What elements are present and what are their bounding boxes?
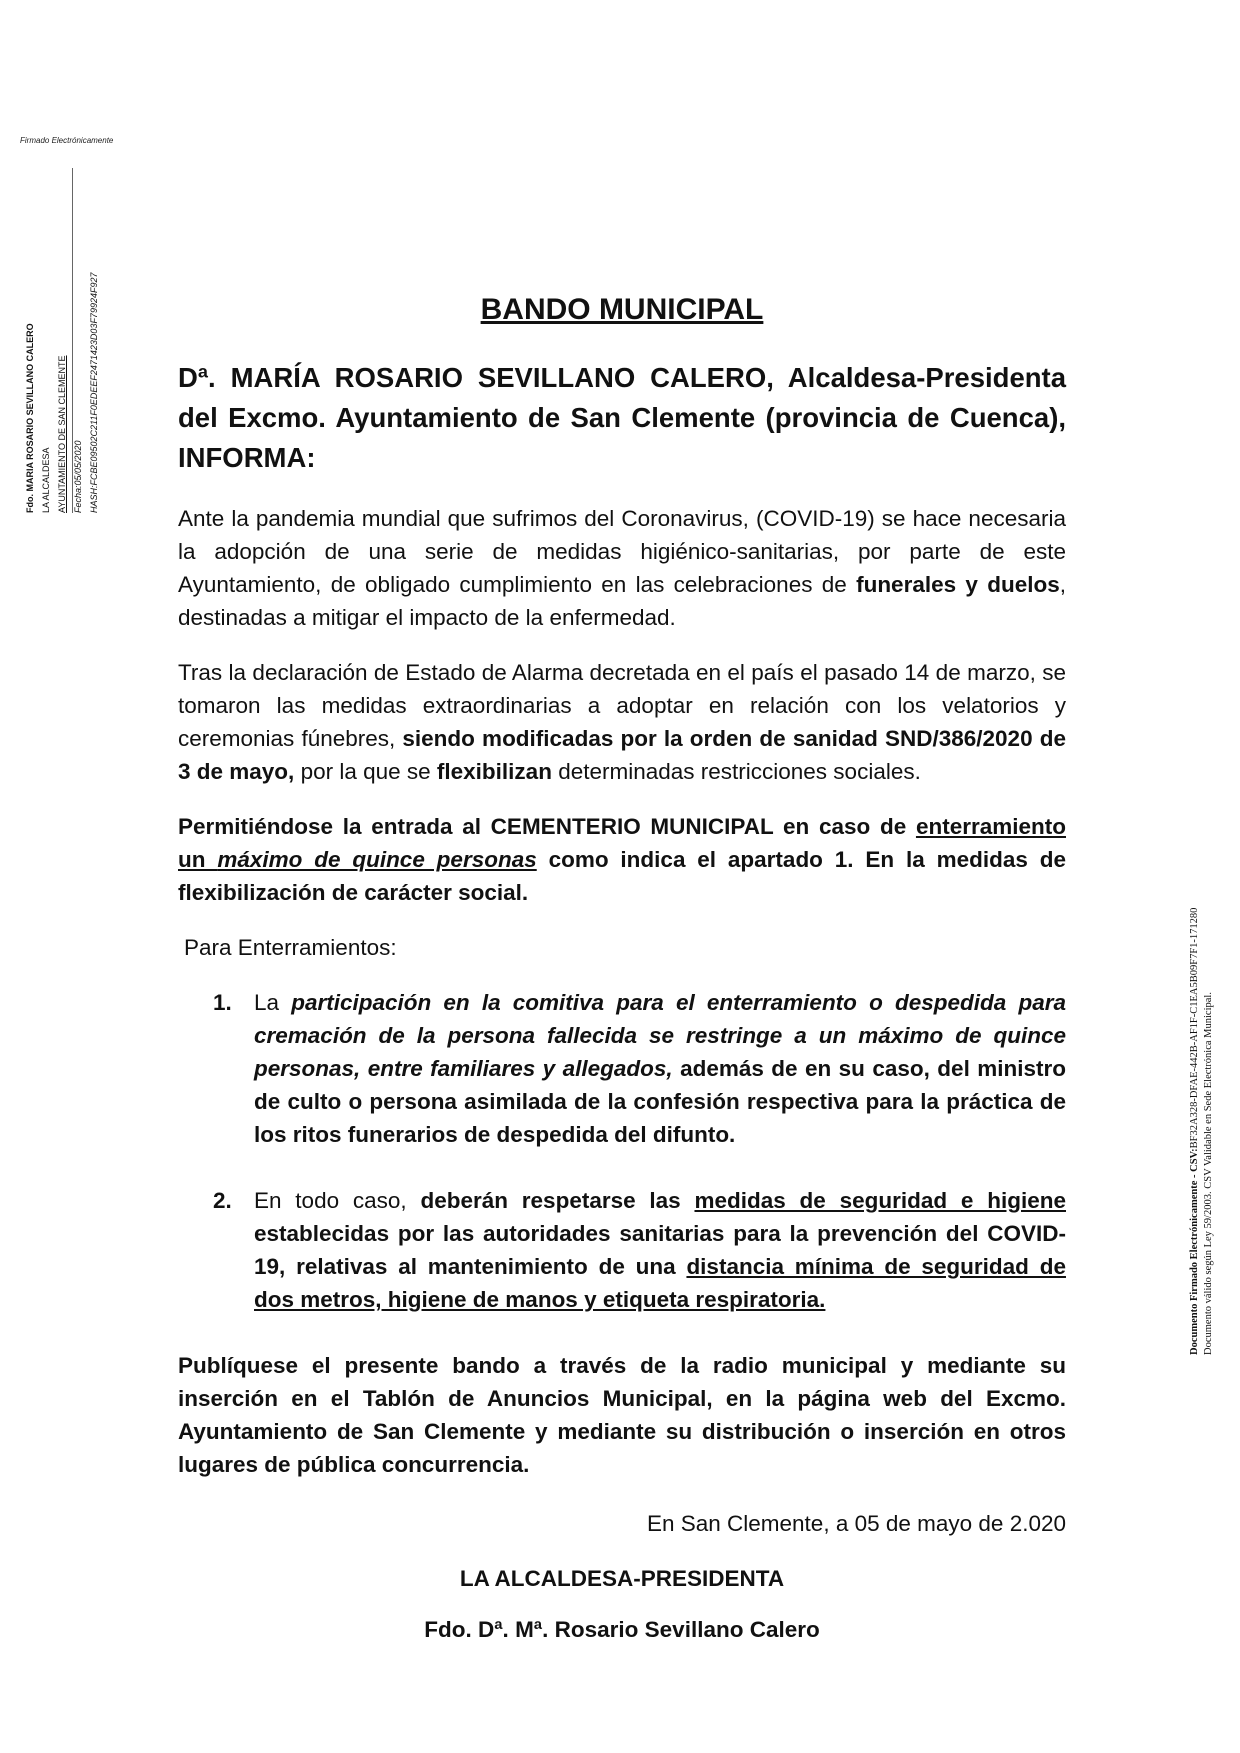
signer-name: Fdo. MARIA ROSARIO SEVILLANO CALERO [25, 323, 35, 513]
text-run: En todo caso, [254, 1188, 421, 1213]
list-item [178, 1184, 1066, 1316]
document-title: BANDO MUNICIPAL [480, 293, 764, 326]
text-run-bold: deberán respetarse las [420, 1188, 695, 1213]
signer-name-line: Fdo. Dª. Mª. Rosario Sevillano Calero [424, 1617, 820, 1642]
intro-paragraph: Dª. MARÍA ROSARIO SEVILLANO CALERO, Alcaldesa-Presidenta del Excmo. Ayuntamiento de San Clemente (provincia de Cuenca), INFORMA: [178, 362, 1066, 473]
text-run-bold: establecidas por las autoridades sanitarias para la prevención del COVID-19, relativas al mantenimiento de una [254, 1221, 1066, 1279]
csv-validity-line: Documento válido según Ley 59/2003. CSV Validable en Sede Electrónica Municipal. [1203, 992, 1214, 1355]
text-run: Permitiéndose la entrada al CEMENTERIO MUNICIPAL en caso de [178, 814, 916, 839]
measures-list [178, 986, 1066, 1316]
text-run: determinadas restricciones sociales. [551, 759, 921, 784]
text-run: por la que se [294, 759, 437, 784]
csv-validation-stamp [1188, 715, 1220, 1355]
paragraph-publication: Publíquese el presente bando a través de la radio municipal y mediante su inserción en el Tablón de Anuncios Municipal, en la página web del Excmo. Ayuntamiento de San Clemente y mediante su distribución o inserción en otros lugares de pública concurrencia. [178, 1353, 1066, 1477]
text-run: Tras la declaración de Estado de Alarma decretada en el país el pasado 14 de marzo, se tomaron las medidas extraordinarias a adoptar en relación con los velatorios y ceremonias fúnebres, [178, 660, 1066, 751]
burials-heading: Para Enterramientos: [184, 935, 397, 960]
text-run-bold-underlined: medidas de seguridad e higiene [694, 1188, 1066, 1213]
text-run-bold: siendo modificadas por la orden de sanidad SND/386/2020 de 3 de mayo, [178, 726, 1066, 784]
list-item-number: 1. [213, 990, 232, 1015]
text-run-bold: además de en su caso, del ministro de culto o persona asimilada de la confesión respectiva para la práctica de los ritos funerarios de despedida del difunto. [254, 1056, 1067, 1147]
text-run-bold: flexibilizan [436, 759, 552, 784]
paragraph-alarm-state [178, 656, 1066, 788]
text-run: Ante la pandemia mundial que sufrimos del Coronavirus, (COVID-19) se hace necesaria la adopción de una serie de medidas higiénico-sanitarias, por parte de este Ayuntamiento, de obligado cumplimiento en las celebraciones de [178, 506, 1066, 597]
list-item [178, 986, 1066, 1151]
document-body [178, 290, 1066, 1646]
date-line: En San Clemente, a 05 de mayo de 2.020 [646, 1511, 1066, 1536]
electronic-signature-header: Firmado Electrónicamente [20, 136, 114, 145]
signature-stamp [22, 168, 112, 513]
paragraph-cemetery [178, 810, 1066, 909]
signer-role: LA ALCALDESA [41, 447, 51, 513]
paragraph-pandemic [178, 502, 1066, 634]
signature-date: Fecha:05/05/2020 [73, 440, 83, 513]
signer-role-line: LA ALCALDESA-PRESIDENTA [459, 1566, 785, 1591]
text-run-underlined: enterramiento un [178, 814, 1066, 872]
text-run: como indica el apartado 1. En la medidas de flexibilización de carácter social. [178, 847, 1066, 905]
signer-organization: AYUNTAMIENTO DE SAN CLEMENTE [57, 355, 67, 513]
csv-code-line [1188, 715, 1202, 1355]
signature-hash: HASH:FCBE09502C211F0EDEEF2471423D03F79924F927 [89, 272, 99, 513]
text-run-bold-underlined: distancia mínima de seguridad de dos metros, higiene de manos y etiqueta respiratoria. [254, 1254, 1066, 1312]
text-run-bold: funerales y duelos [856, 572, 1060, 597]
text-run: , destinadas a mitigar el impacto de la enfermedad. [178, 572, 1066, 630]
list-item-number: 2. [213, 1188, 232, 1213]
text-run-underlined-italic: máximo de quince personas [217, 847, 537, 872]
csv-code-label: Documento Firmado Electrónicamente - CSV: [1189, 1148, 1200, 1355]
text-run: La [254, 990, 292, 1015]
csv-code-value: BF32A328-DFAE-442B-AF1F-C1EA5B09F7F1-171280 [1189, 907, 1200, 1149]
text-run-bold-italic: participación en la comitiva para el enterramiento o despedida para cremación de la persona fallecida se restringe a un máximo de quince personas, entre familiares y allegados, [254, 990, 1066, 1081]
